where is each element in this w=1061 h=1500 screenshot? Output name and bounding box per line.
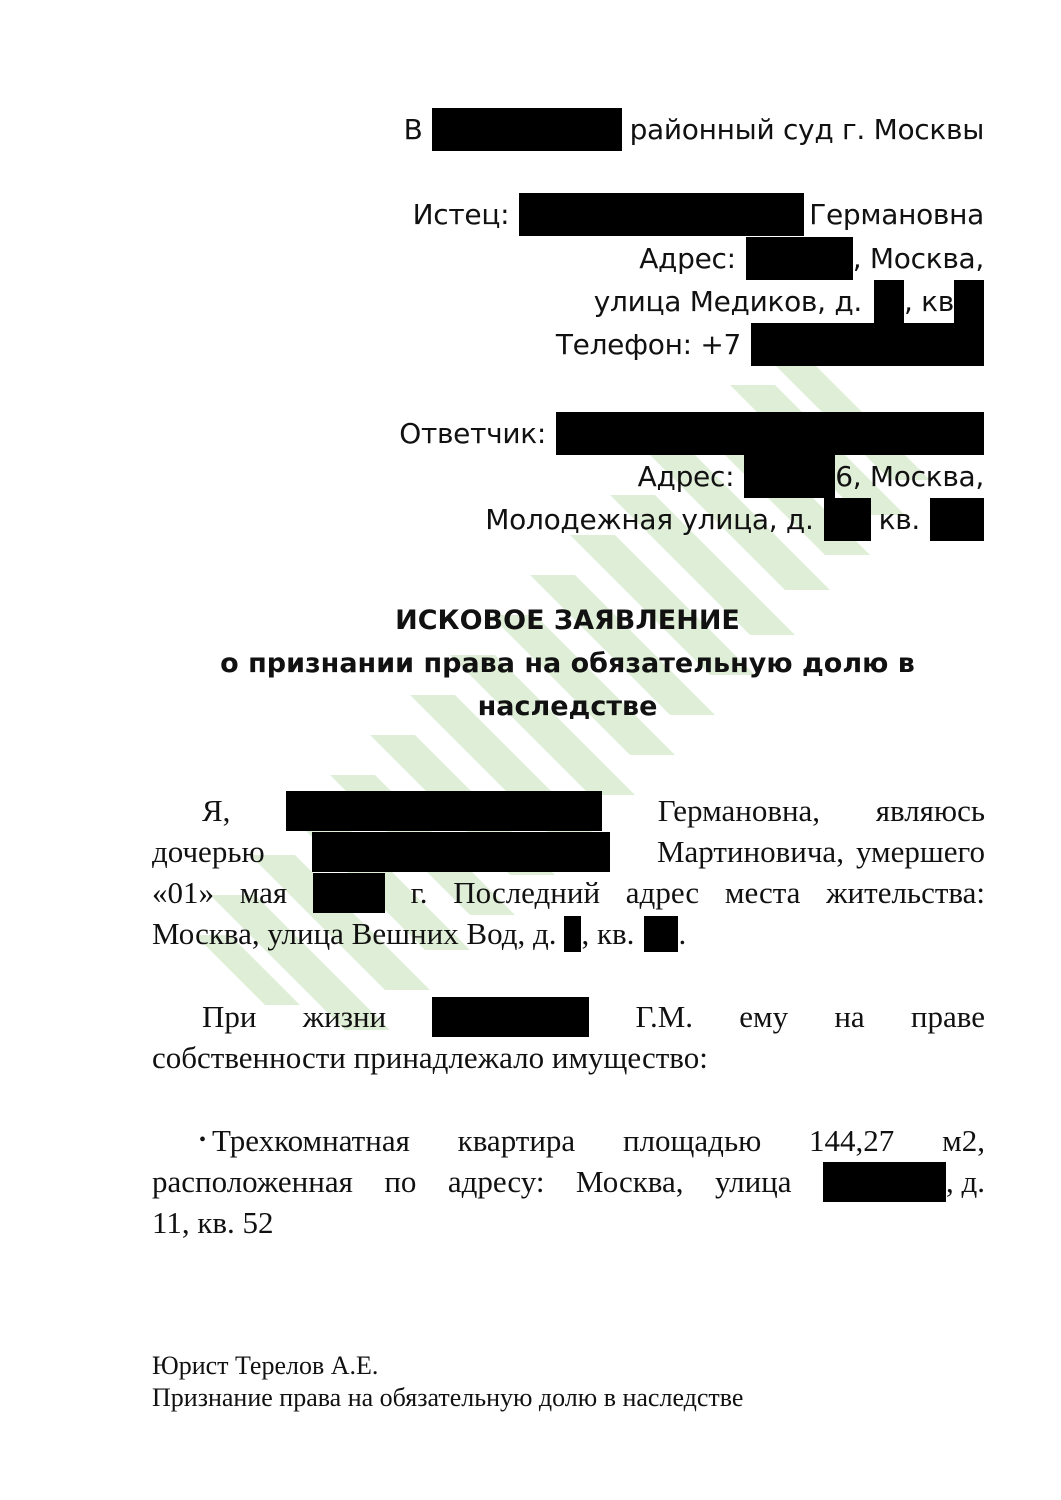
text: собственности принадлежало имущество:: [152, 1040, 708, 1075]
redaction-block: [432, 997, 589, 1037]
text: Германовна,: [657, 793, 821, 828]
defendant-address-line: [638, 455, 984, 498]
defendant-address-label: Адрес:: [637, 459, 735, 493]
redaction-block: [312, 832, 610, 872]
redaction-block: [824, 498, 871, 541]
plaintiff-phone-label: Телефон: +7: [555, 327, 741, 361]
redaction-block: [556, 412, 984, 455]
text: Я,: [202, 793, 231, 828]
text: «01»: [152, 875, 214, 910]
defendant-label: Ответчик:: [399, 416, 546, 450]
text: ему: [739, 999, 789, 1034]
text: являюсь: [875, 793, 985, 828]
text: жизни: [302, 999, 387, 1034]
text: праве: [910, 999, 985, 1034]
text: При: [202, 999, 257, 1034]
text: м2,: [942, 1123, 985, 1158]
title-line-1: ИСКОВОЕ ЗАЯВЛЕНИЕ: [395, 605, 740, 636]
text: на: [834, 999, 865, 1034]
bullet-icon: •: [199, 1129, 207, 1151]
text: .: [678, 916, 687, 951]
redaction-block: [746, 237, 853, 280]
footer-author: Юрист Терелов А.Е.: [152, 1351, 379, 1380]
redaction-block: [286, 791, 602, 831]
text: жительства:: [826, 875, 985, 910]
defendant-street: Молодежная улица, д.: [485, 502, 814, 536]
redaction-block: [930, 498, 984, 541]
plaintiff-street-line: [594, 280, 984, 323]
text: , д.: [945, 1164, 985, 1199]
redaction-block: [432, 108, 622, 151]
text: Москва, улица Вешних Вод, д.: [152, 916, 557, 951]
plaintiff-phone-line: [556, 323, 984, 366]
defendant-line: [399, 412, 984, 455]
text: квартира: [457, 1123, 576, 1158]
text: адрес: [625, 875, 700, 910]
text: улица: [714, 1164, 792, 1199]
court-line: [404, 108, 984, 151]
text: Г.М.: [635, 999, 694, 1034]
redaction-block: [751, 323, 984, 366]
plaintiff-apt-label: , кв: [903, 284, 954, 318]
court-suffix: районный суд г. Москвы: [629, 112, 984, 146]
paragraph-2: [152, 996, 985, 1078]
text: умершего: [855, 834, 985, 869]
defendant-address-city: 6, Москва,: [835, 459, 984, 493]
plaintiff-label: Истец:: [412, 197, 510, 231]
text: площадью: [622, 1123, 762, 1158]
footer-topic: Признание права на обязательную долю в наследстве: [152, 1383, 744, 1412]
paragraph-1: [152, 790, 985, 954]
plaintiff-name: Германовна: [809, 197, 984, 231]
redaction-block: [644, 916, 678, 952]
title-line-3: наследстве: [477, 691, 658, 722]
plaintiff-street: улица Медиков, д.: [593, 284, 862, 318]
text: места: [724, 875, 801, 910]
text: дочерью: [152, 834, 265, 869]
text: Трехкомнатная: [212, 1123, 410, 1158]
text: 144,27: [809, 1123, 895, 1158]
text: расположенная: [152, 1164, 353, 1199]
text: Мартиновича,: [656, 834, 844, 869]
redaction-block: [564, 916, 581, 952]
plaintiff-address-city: , Москва,: [852, 241, 984, 275]
redaction-block: [519, 193, 804, 236]
text: Последний: [453, 875, 601, 910]
text: , кв.: [581, 916, 635, 951]
text: Москва,: [575, 1164, 684, 1199]
plaintiff-address-line: [639, 237, 984, 280]
text: г.: [410, 875, 428, 910]
document-title: [150, 599, 985, 728]
property-list-item: [152, 1120, 985, 1243]
text: мая: [239, 875, 288, 910]
redaction-block: [954, 280, 984, 323]
title-line-2: о признании права на обязательную долю в: [220, 648, 915, 679]
redaction-block: [744, 455, 835, 498]
text: по: [384, 1164, 417, 1199]
text: адресу:: [447, 1164, 545, 1199]
court-prefix: В: [403, 112, 423, 146]
defendant-street-line: [485, 498, 984, 541]
redaction-block: [823, 1162, 946, 1202]
plaintiff-line: [413, 193, 984, 236]
redaction-block: [874, 280, 904, 323]
defendant-apt-label: кв.: [878, 502, 920, 536]
redaction-block: [313, 873, 385, 913]
text: 11, кв. 52: [152, 1205, 274, 1240]
plaintiff-address-label: Адрес:: [639, 241, 736, 275]
